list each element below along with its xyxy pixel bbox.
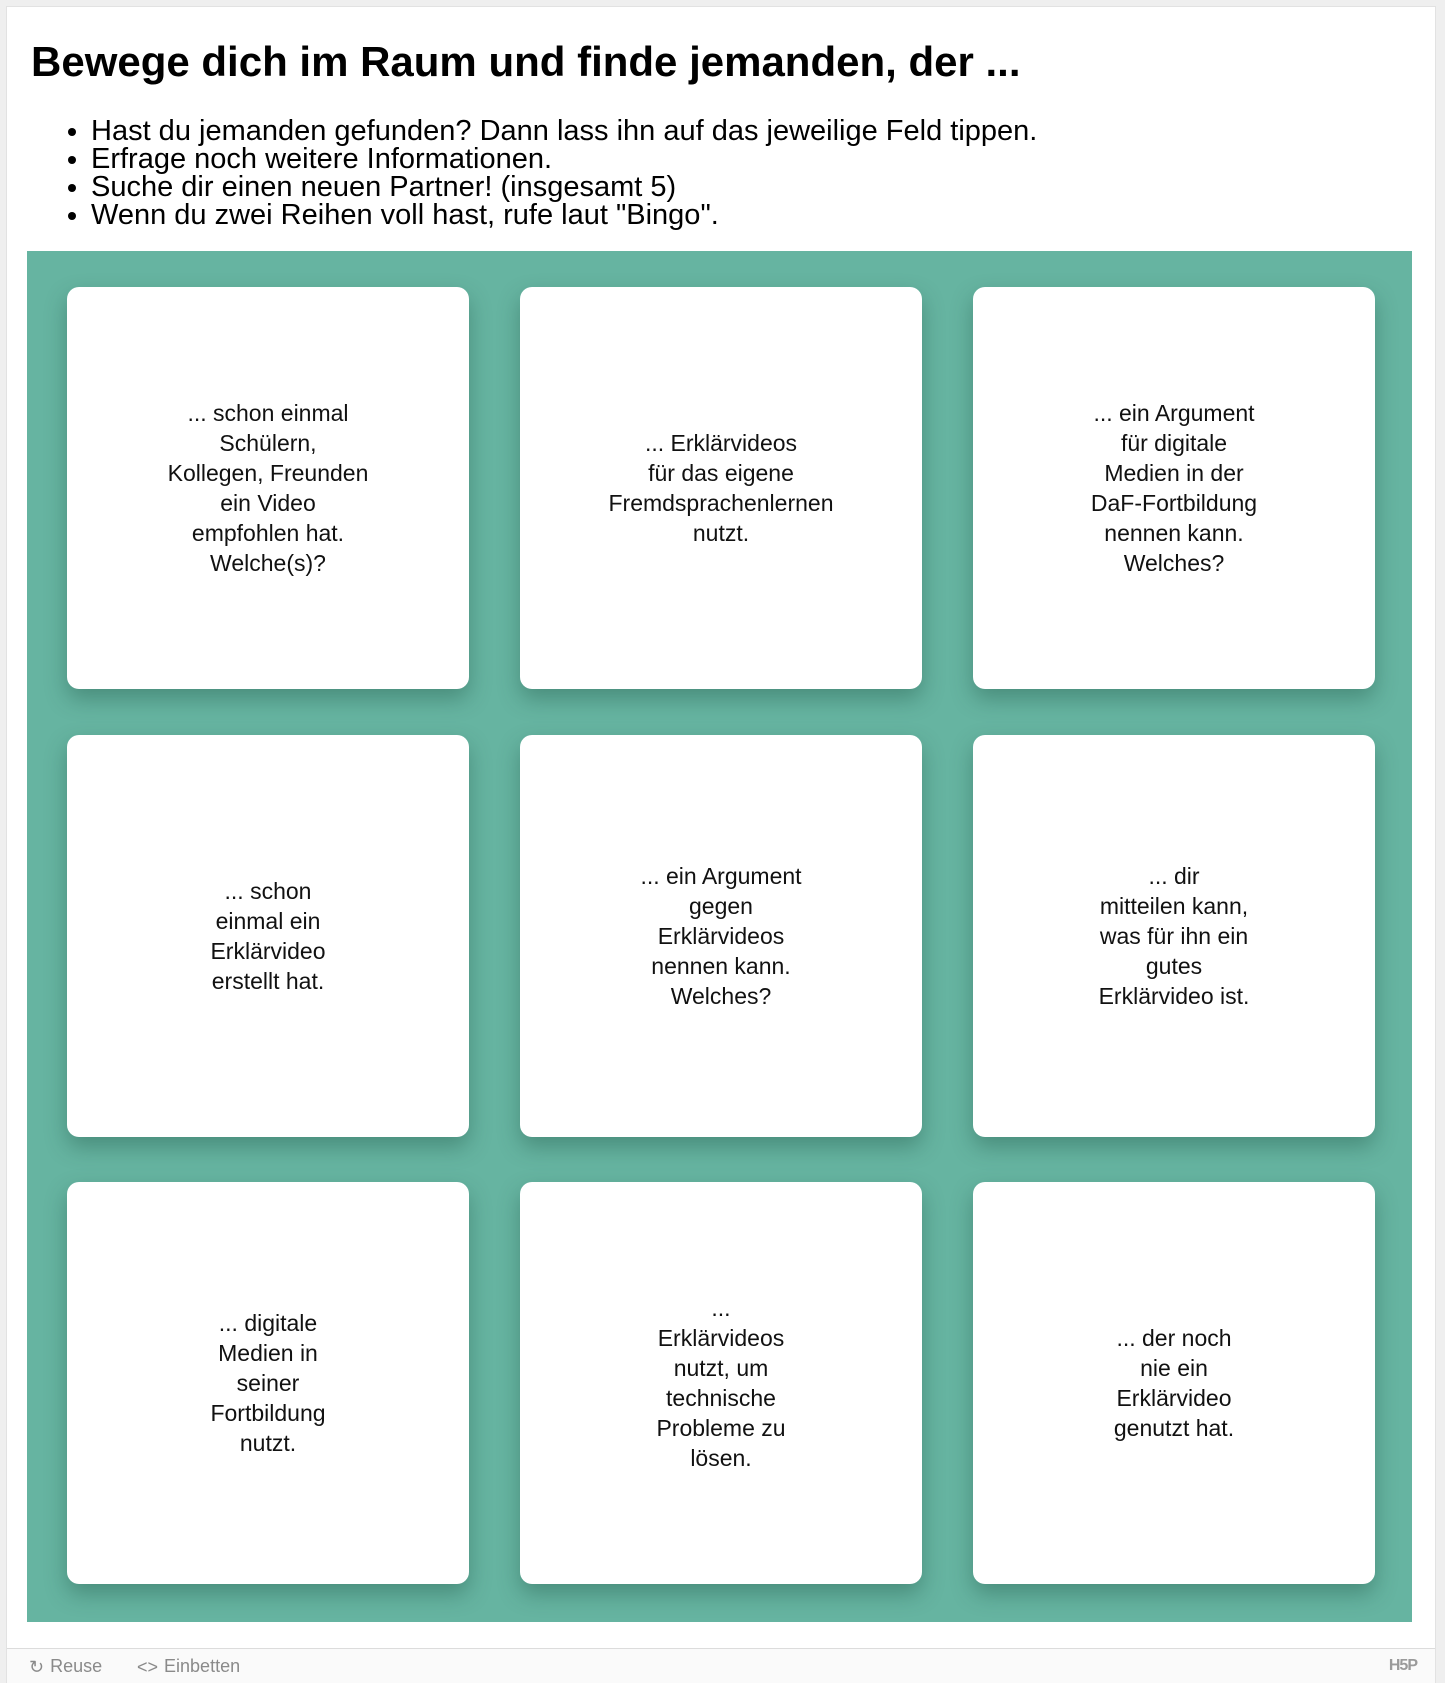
bingo-card-3[interactable] xyxy=(973,287,1375,689)
instructions-list xyxy=(91,117,1037,229)
bingo-card-text: ... schon einmal Schülern, Kollegen, Freunden ein Video empfohlen hat. Welche(s)? xyxy=(167,400,369,576)
bingo-card-text: ... Erklärvideos für das eigene Fremdsprachenlernen nutzt. xyxy=(608,430,834,546)
page-title: Bewege dich im Raum und finde jemanden, der ... xyxy=(31,38,1021,85)
embed-button[interactable] xyxy=(137,1656,240,1677)
bingo-card-2[interactable] xyxy=(520,287,922,689)
code-icon: <> xyxy=(137,1656,159,1677)
instruction-item: • Erfrage noch weitere Informationen. xyxy=(91,145,1037,173)
bingo-card-8[interactable] xyxy=(520,1182,922,1584)
h5p-action-bar xyxy=(7,1648,1435,1683)
bingo-card-5[interactable] xyxy=(520,735,922,1137)
bingo-card-7[interactable] xyxy=(67,1182,469,1584)
bingo-card-1[interactable] xyxy=(67,287,469,689)
instruction-item: • Hast du jemanden gefunden? Dann lass ihn auf das jeweilige Feld tippen. xyxy=(91,117,1037,145)
bingo-card-text: ... digitale Medien in seiner Fortbildung nutzt. xyxy=(210,1310,326,1456)
bingo-card-text: ... der noch nie ein Erklärvideo genutzt hat. xyxy=(1113,1325,1235,1441)
bingo-card-9[interactable] xyxy=(973,1182,1375,1584)
bingo-board xyxy=(27,251,1412,1622)
bingo-card-text: ... schon einmal ein Erklärvideo erstellt hat. xyxy=(210,878,326,994)
reuse-button[interactable] xyxy=(29,1656,102,1677)
instruction-item: • Suche dir einen neuen Partner! (insgesamt 5) xyxy=(91,173,1037,201)
bingo-card-4[interactable] xyxy=(67,735,469,1137)
h5p-frame xyxy=(6,6,1436,1683)
bingo-card-text: ... ein Argument für digitale Medien in der DaF-Fortbildung nennen kann. Welches? xyxy=(1090,400,1258,576)
instruction-item: • Wenn du zwei Reihen voll hast, rufe laut "Bingo". xyxy=(91,201,1037,229)
bingo-card-text: ... ein Argument gegen Erklärvideos nennen kann. Welches? xyxy=(640,863,802,1009)
h5p-logo[interactable]: H5P xyxy=(1388,1657,1417,1674)
bingo-card-text: ... dir mitteilen kann, was für ihn ein gutes Erklärvideo ist. xyxy=(1098,863,1250,1009)
refresh-icon: ↻ xyxy=(29,1656,45,1677)
bingo-card-6[interactable] xyxy=(973,735,1375,1137)
reuse-label: Reuse xyxy=(50,1656,103,1676)
bingo-card-text: ... Erklärvideos nutzt, um technische Probleme zu lösen. xyxy=(656,1295,786,1471)
embed-label: Einbetten xyxy=(164,1656,241,1676)
